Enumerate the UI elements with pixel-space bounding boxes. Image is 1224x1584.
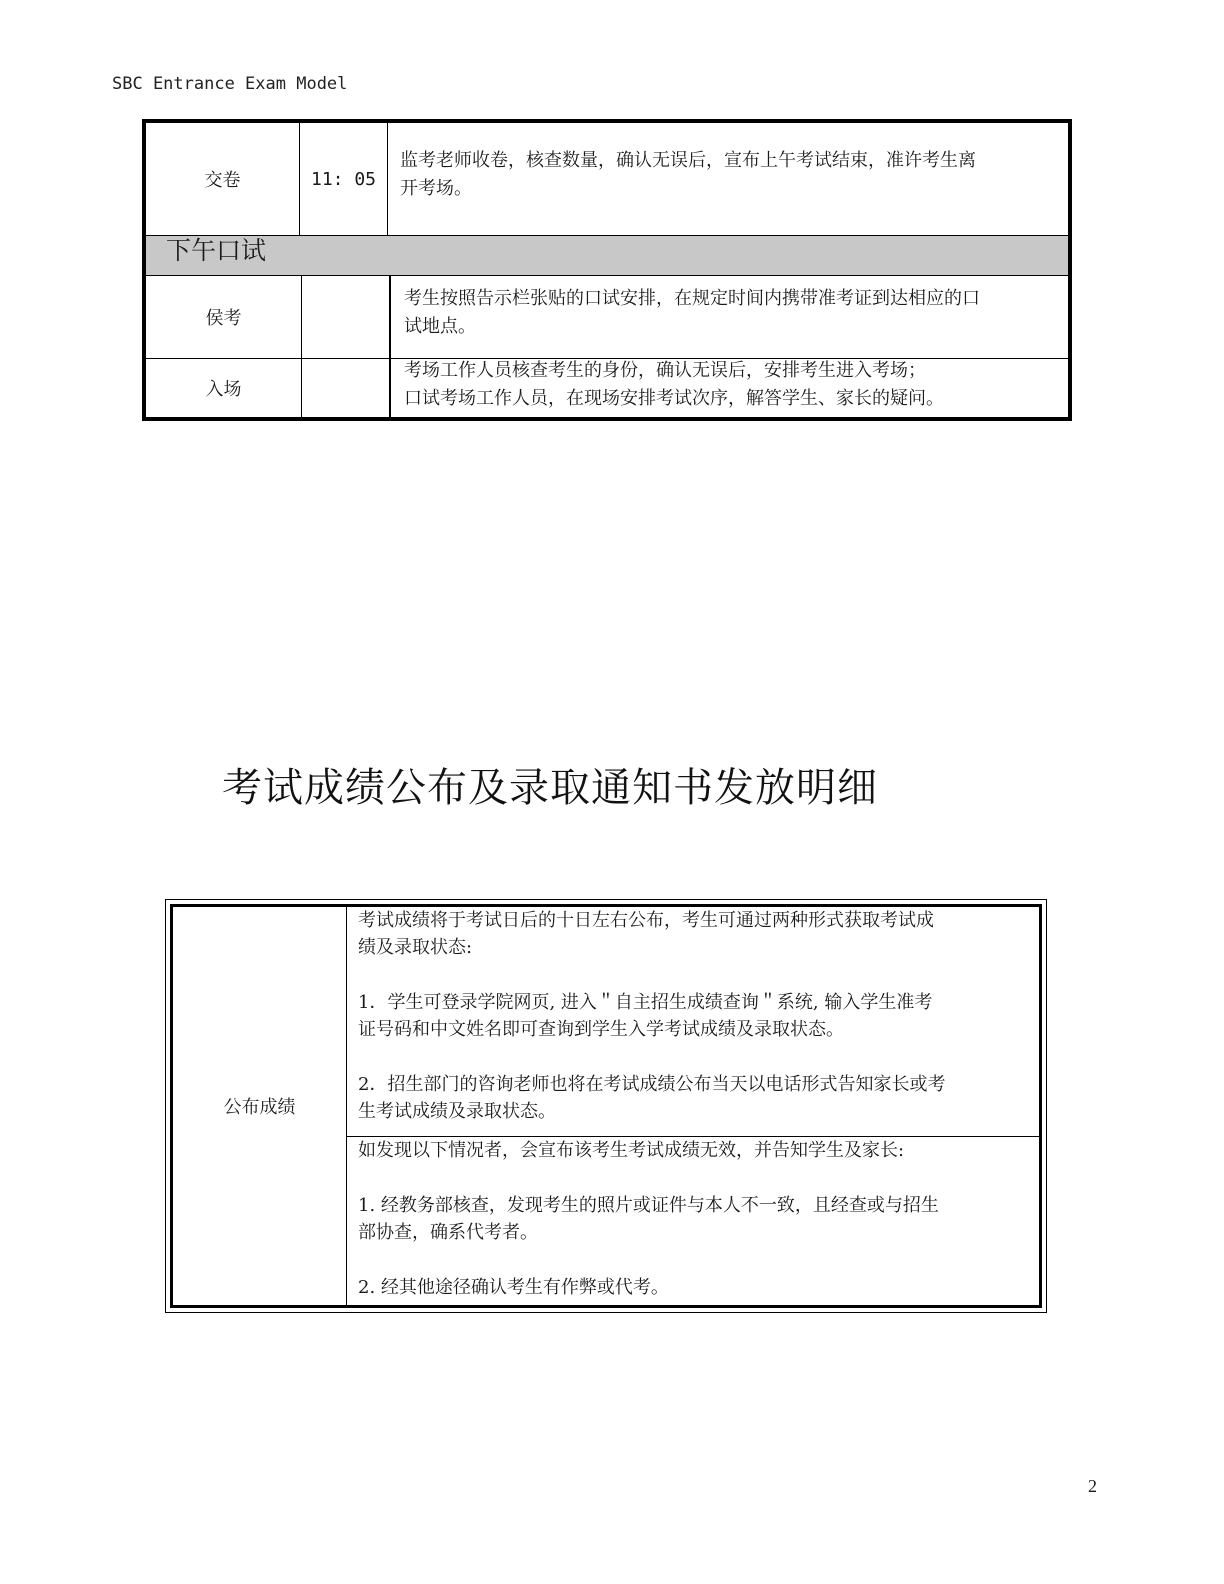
detail-line: 开考场。 (400, 178, 472, 199)
text-line: 如发现以下情况者，会宣布该考生考试成绩无效，并告知学生及家长: (358, 1140, 905, 1161)
results-block-invalid (358, 1137, 1038, 1301)
time-cell (302, 276, 389, 358)
detail-line: 考场工作人员核查考生的身份，确认无误后，安排考生进入考场； (404, 360, 926, 381)
detail-line: 考生按照告示栏张贴的口试安排，在规定时间内携带准考证到达相应的口 (404, 288, 980, 309)
text-line: 2．招生部门的咨询老师也将在考试成绩公布当天以电话形式告知家长或考 (358, 1074, 946, 1095)
time-cell (302, 359, 389, 417)
results-table-inner (170, 904, 1042, 1308)
text-line: 证号码和中文姓名即可查询到学生入学考试成绩及录取状态。 (358, 1019, 844, 1040)
results-table (165, 899, 1047, 1313)
text-line: 考试成绩将于考试日后的十日左右公布，考生可通过两种形式获取考试成 (358, 910, 934, 931)
text-line: 生考试成绩及录取状态。 (358, 1101, 556, 1122)
stage-cell-wait: 侯考 (205, 308, 242, 329)
divider (389, 276, 391, 417)
publish-results-label: 公布成绩 (223, 1097, 296, 1118)
section-title: 考试成绩公布及录取通知书发放明细 (222, 765, 878, 811)
text-line: 部协查，确系代考者。 (358, 1222, 538, 1243)
detail-cell-wait (404, 285, 1068, 341)
detail-cell-enter (404, 357, 1068, 413)
divider (146, 235, 1068, 236)
stage-cell-submit: 交卷 (204, 170, 241, 191)
section-band-label: 下午口试 (166, 236, 267, 265)
text-line: 2. 经其他途径确认考生有作弊或代考。 (358, 1277, 669, 1298)
text-line: 绩及录取状态: (358, 937, 473, 958)
detail-cell-submit (400, 147, 1068, 203)
section-band (146, 235, 1068, 275)
detail-line: 监考老师收卷，核查数量，确认无误后，宣布上午考试结束，准许考生离 (400, 150, 976, 171)
stage-cell-enter: 入场 (205, 379, 242, 400)
results-block-publish (358, 907, 1038, 1125)
detail-line: 试地点。 (404, 316, 476, 337)
schedule-table (142, 119, 1072, 421)
page-number: 2 (1088, 1476, 1097, 1496)
divider (387, 123, 388, 235)
text-line: 1. 经教务部核查，发现考生的照片或证件与本人不一致，且经查或与招生 (358, 1195, 939, 1216)
text-line: 1．学生可登录学院网页, 进入＂自主招生成绩查询＂系统, 输入学生准考 (358, 992, 933, 1013)
page-header: SBC Entrance Exam Model (112, 74, 348, 94)
time-cell: 11: 05 (310, 168, 377, 190)
divider (346, 907, 347, 1305)
detail-line: 口试考场工作人员，在现场安排考试次序，解答学生、家长的疑问。 (404, 388, 944, 409)
